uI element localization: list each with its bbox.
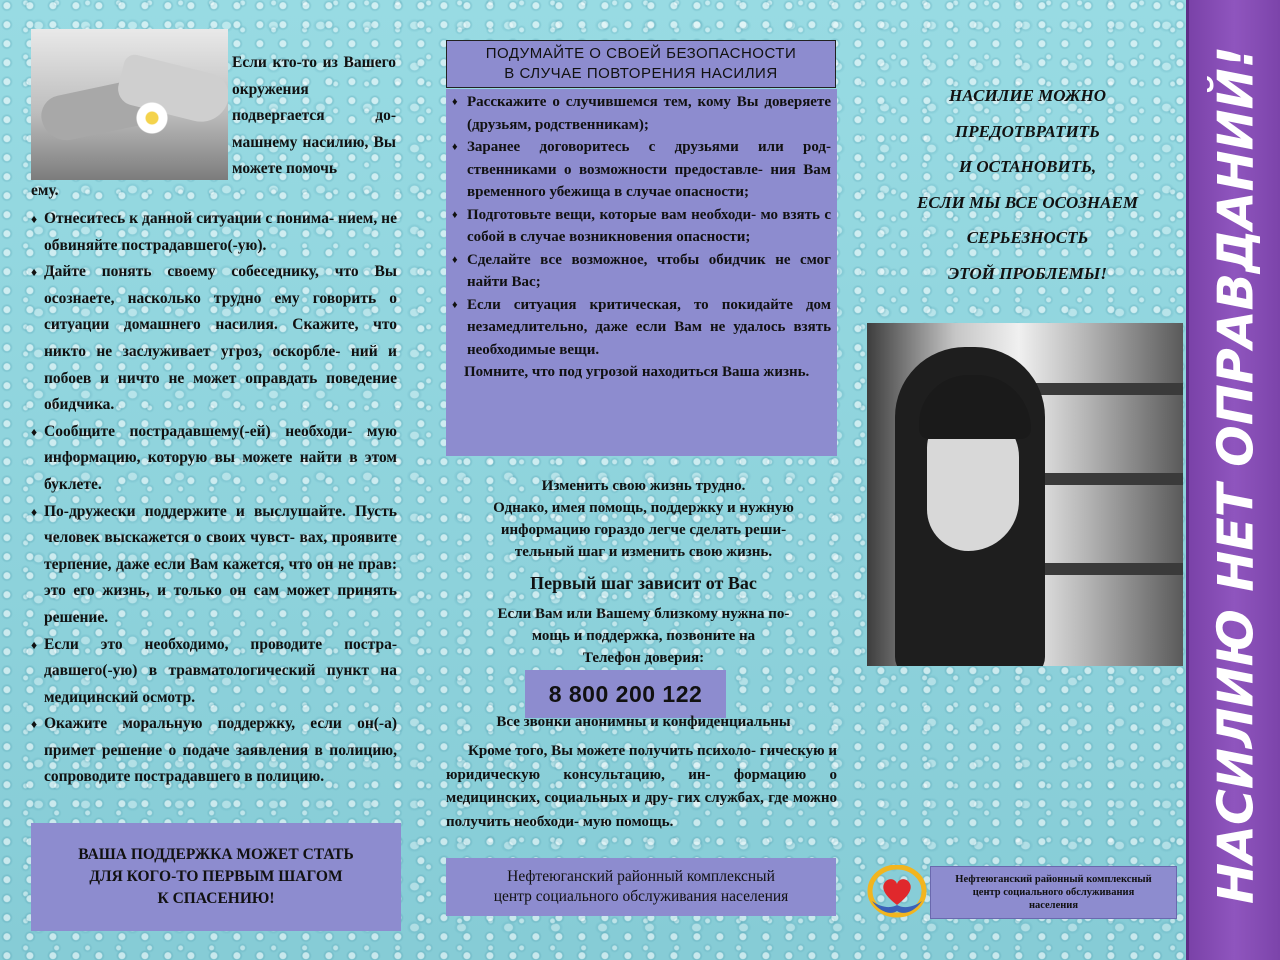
list-item: ♦ Подготовьте вещи, которые вам необходи- мо взять с собой в случае возникновения опасности; — [452, 204, 831, 249]
organization-name-right: Нефтеюганский районный комплексный центр социального обслуживания населения — [955, 874, 1152, 911]
safety-title-box — [446, 40, 836, 88]
vertical-banner — [1186, 0, 1280, 960]
call-hotline-text: Если Вам или Вашему близкому нужна по- мощь и поддержка, позвоните на Телефон доверия: — [497, 606, 790, 666]
heart-hands-logo-icon — [866, 865, 928, 921]
girl-at-window-photo — [867, 323, 1183, 666]
help-tips-list — [31, 206, 397, 791]
support-callout-box — [31, 823, 401, 931]
safety-tips-box — [446, 89, 837, 456]
list-item: ♦ Расскажите о случившемся тем, кому Вы доверяете (друзьям, родственникам); — [452, 91, 831, 136]
list-item: ♦ Отнеситесь к данной ситуации с понима- нием, не обвиняйте пострадавшего(-ую). — [31, 206, 397, 259]
daisy-flower-icon — [135, 101, 169, 135]
diamond-bullet-icon: ♦ — [452, 141, 458, 153]
list-item: ♦ Если ситуация критическая, то покидайте дом незамедлительно, даже если Вам не удалось взять необходимые вещи. — [452, 294, 831, 362]
safety-tips-list — [452, 91, 831, 361]
list-item: ♦ Если это необходимо, проводите постра- давшего(-ую) в травматологический пункт на медицинский осмотр. — [31, 632, 397, 712]
list-item: ♦ Дайте понять своему собеседнику, что Вы осознаете, насколько трудно ему говорить о ситуации домашнего насилия. Скажите, что никто не заслуживает угроз, оскорбле- ний и побоев и ничто не может оправдать поведение обидчика. — [31, 259, 397, 419]
diamond-bullet-icon: ♦ — [31, 424, 38, 439]
intro-text-tail: ему. — [31, 182, 59, 199]
diamond-bullet-icon: ♦ — [452, 253, 458, 266]
diamond-bullet-icon: ♦ — [31, 504, 38, 519]
banner-title: НАСИЛИЮ НЕТ ОПРАВДАНИЙ! — [1207, 46, 1265, 904]
diamond-bullet-icon: ♦ — [31, 265, 38, 280]
support-callout-text: ВАША ПОДДЕРЖКА МОЖЕТ СТАТЬ ДЛЯ КОГО-ТО ПЕРВЫМ ШАГОМ К СПАСЕНИЮ! — [78, 846, 354, 907]
hotline-phone-number: 8 800 200 122 — [548, 680, 703, 707]
holding-hands-photo — [31, 29, 228, 180]
safety-reminder-text: Помните, что под угрозой находиться Ваша жизнь. — [464, 364, 810, 380]
list-item: ♦ По-дружески поддержите и выслушайте. Пусть человек выскажется о своих чувст- вах, проявите терпение, даже если Вам кажется, что он не прав: это его жизнь, и только он сам может принять решение. — [31, 499, 397, 632]
change-life-text: Изменить свою жизнь трудно. Однако, имея помощь, поддержку и нужную информацию гораздо легче сделать реши- тельный шаг и изменить свою жизнь. — [493, 478, 794, 560]
safety-title: ПОДУМАЙТЕ О СВОЕЙ БЕЗОПАСНОСТИ В СЛУЧАЕ ПОВТОРЕНИЯ НАСИЛИЯ — [485, 45, 797, 82]
list-item: ♦ Сообщите пострадавшему(-ей) необходи- мую информацию, которую вы можете найти в этом буклете. — [31, 419, 397, 499]
diamond-bullet-icon: ♦ — [31, 717, 38, 732]
intro-text: Если кто-то из Вашего окружения подвергается до- машнему насилию, Вы можете помочь — [232, 54, 396, 177]
diamond-bullet-icon: ♦ — [31, 212, 38, 226]
first-step-heading: Первый шаг зависит от Вас — [530, 573, 757, 593]
diamond-bullet-icon: ♦ — [31, 637, 38, 652]
diamond-bullet-icon: ♦ — [452, 298, 458, 311]
anonymous-calls-text: Все звонки анонимны и конфиденциальны — [496, 714, 791, 730]
organization-box — [446, 858, 836, 916]
diamond-bullet-icon: ♦ — [452, 208, 458, 221]
organization-name: Нефтеюганский районный комплексный центр социального обслуживания населения — [493, 868, 789, 905]
extra-consultation-text: Кроме того, Вы можете получить психоло- гическую и юридическую консультацию, ин- формацию о медицинских, социальных и дру- гих службах, где можно получить необходи- мую помощь. — [446, 743, 837, 830]
list-item: ♦ Сделайте все возможное, чтобы обидчик не смог найти Вас; — [452, 249, 831, 294]
list-item: ♦ Заранее договоритесь с друзьями или род- ственниками о возможности предоставле- ния Вам временного убежища в случае опасности; — [452, 136, 831, 204]
list-item: ♦ Окажите моральную поддержку, если он(-а) примет решение о подаче заявления в полицию, сопроводите пострадавшего в полицию. — [31, 711, 397, 791]
prevent-violence-text: НАСИЛИЕ МОЖНО ПРЕДОТВРАТИТЬ И ОСТАНОВИТЬ, ЕСЛИ МЫ ВСЕ ОСОЗНАЕМ СЕРЬЕЗНОСТЬ ЭТОЙ ПРОБЛЕМЫ! — [917, 86, 1138, 283]
organization-box-right — [930, 866, 1177, 919]
diamond-bullet-icon: ♦ — [452, 96, 458, 108]
